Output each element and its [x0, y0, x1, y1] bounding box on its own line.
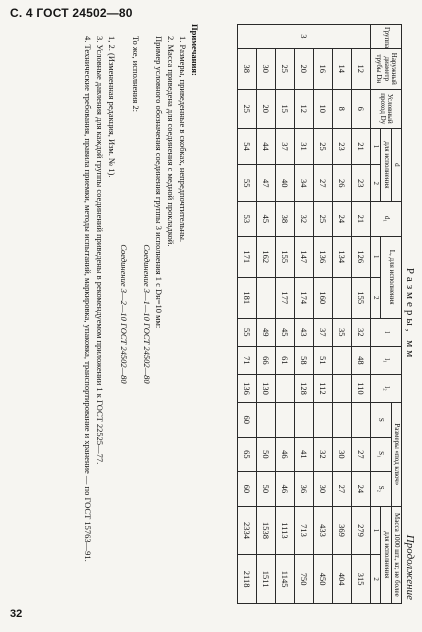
table-cell: 32 — [313, 437, 332, 472]
table-cell — [332, 277, 351, 318]
table-cell: 12 — [294, 89, 313, 128]
col-nominal-bore: Условный проход Dу — [370, 89, 401, 128]
paragraph-3: 3. Условные давления для каждой группы соединений приведены в рекомендуемом приложении 1 к ГОСТ 22525—77. — [94, 36, 105, 465]
table-cell: 162 — [256, 236, 275, 277]
col-outer-diameter: Наружный диаметр трубы Dн — [370, 48, 401, 89]
col-mass-exec-1: 1 — [370, 506, 380, 555]
table-cell: 26 — [332, 165, 351, 202]
col-mass-exec-2: 2 — [370, 555, 380, 604]
table-cell: 15 — [275, 89, 294, 128]
notes-block — [81, 24, 200, 604]
table-cell: 1538 — [256, 506, 275, 555]
table-cell: 43 — [294, 318, 313, 346]
table-row — [256, 25, 275, 604]
table-cell: 54 — [237, 128, 256, 165]
table-cell: 32 — [351, 318, 370, 346]
table-cell: 40 — [275, 165, 294, 202]
table-cell: 136 — [313, 236, 332, 277]
col-l: l — [370, 318, 401, 346]
table-cell: 134 — [332, 236, 351, 277]
notes-heading: Примечания: — [190, 24, 200, 76]
table-cell: 58 — [294, 346, 313, 374]
table-cell: 177 — [275, 277, 294, 318]
page-header: С. 4 ГОСТ 24502—80 — [10, 6, 133, 20]
col-S: S — [370, 403, 391, 438]
table-cell: 46 — [275, 472, 294, 507]
table-cell: 1113 — [275, 506, 294, 555]
rotated-content — [28, 24, 418, 604]
table-cell: 1145 — [275, 555, 294, 604]
table-cell: 6 — [351, 89, 370, 128]
group-cell: 3 — [237, 25, 370, 49]
table-cell: 130 — [256, 374, 275, 402]
table-cell: 24 — [351, 472, 370, 507]
same-exec-2: То же, исполнения 2: — [130, 36, 141, 113]
page-number: 32 — [10, 608, 23, 620]
col-d1: d₁ — [370, 202, 401, 237]
table-cell: 36 — [294, 472, 313, 507]
col-d-exec-2: 2 — [370, 165, 380, 202]
table-cell: 2118 — [237, 555, 256, 604]
table-cell — [256, 277, 275, 318]
table-cell: 10 — [313, 89, 332, 128]
table-cell: 35 — [332, 318, 351, 346]
col-l2: l₂ — [370, 374, 401, 402]
table-cell: 20 — [256, 89, 275, 128]
table-cell: 126 — [351, 236, 370, 277]
designation-2: Соединение 3—2—10 ГОСТ 24502—80 — [118, 244, 129, 384]
table-cell: 160 — [313, 277, 332, 318]
table-cell: 315 — [351, 555, 370, 604]
table-cell: 450 — [313, 555, 332, 604]
table-cell: 27 — [351, 437, 370, 472]
table-row — [313, 25, 332, 604]
table-cell: 32 — [294, 202, 313, 237]
table-cell: 37 — [275, 128, 294, 165]
table-cell: 66 — [256, 346, 275, 374]
table-cell: 147 — [294, 236, 313, 277]
table-cell: 30 — [332, 437, 351, 472]
table-cell: 110 — [351, 374, 370, 402]
table-cell: 71 — [237, 346, 256, 374]
table-cell: 53 — [237, 202, 256, 237]
table-cell: 30 — [256, 48, 275, 89]
table-cell — [256, 403, 275, 438]
table-cell: 38 — [275, 202, 294, 237]
table-cell: 128 — [294, 374, 313, 402]
table-cell: 8 — [332, 89, 351, 128]
edit-note: 1, 2. (Измененная редакция, Изм. № 1). — [106, 36, 117, 178]
table-row — [332, 25, 351, 604]
table-cell: 31 — [294, 128, 313, 165]
table-cell: 44 — [256, 128, 275, 165]
paragraph-4: 4. Технические требования, правила приемки, методы испытаний, маркировка, упаковка, транспортирование и хранение — по ГОСТ 15763—91. — [82, 36, 93, 562]
table-cell — [313, 403, 332, 438]
table-cell — [332, 346, 351, 374]
col-mass-exec: для исполнения — [381, 506, 391, 603]
table-cell — [294, 403, 313, 438]
table-cell: 23 — [332, 128, 351, 165]
col-d: d — [391, 128, 401, 201]
table-cell: 155 — [275, 236, 294, 277]
table-cell: 23 — [351, 165, 370, 202]
table-cell: 60 — [237, 403, 256, 438]
table-row — [237, 25, 256, 604]
table-cell: 55 — [237, 165, 256, 202]
dimensions-table — [237, 24, 402, 604]
designation-1: Соединение 3—1—10 ГОСТ 24502—80 — [142, 244, 153, 384]
table-cell: 279 — [351, 506, 370, 555]
table-cell: 27 — [313, 165, 332, 202]
col-L-exec-1: 1 — [370, 236, 380, 277]
continuation-label: Продолжение — [404, 534, 416, 600]
col-wrench-sizes: Размеры «под ключ» — [391, 403, 401, 507]
note-2: 2. Масса приведена для соединения с медной прокладкой. — [166, 36, 177, 247]
table-cell: 65 — [237, 437, 256, 472]
table-cell: 41 — [294, 437, 313, 472]
table-cell: 12 — [351, 48, 370, 89]
table-cell: 25 — [313, 202, 332, 237]
table-cell: 25 — [313, 128, 332, 165]
col-mass: Масса 1000 шт., кг, не более — [391, 506, 401, 603]
table-cell: 37 — [313, 318, 332, 346]
table-cell: 404 — [332, 555, 351, 604]
table-body — [237, 25, 370, 604]
table-cell: 16 — [313, 48, 332, 89]
table-cell: 50 — [256, 437, 275, 472]
table-cell: 155 — [351, 277, 370, 318]
table-cell: 171 — [237, 236, 256, 277]
table-cell: 45 — [275, 318, 294, 346]
table-row — [351, 25, 370, 604]
table-cell: 45 — [256, 202, 275, 237]
table-cell: 46 — [275, 437, 294, 472]
table-cell: 112 — [313, 374, 332, 402]
table-cell — [275, 403, 294, 438]
table-cell: 47 — [256, 165, 275, 202]
table-cell: 750 — [294, 555, 313, 604]
table-cell — [332, 403, 351, 438]
table-cell: 48 — [351, 346, 370, 374]
table-row — [275, 25, 294, 604]
col-S2: S₂ — [370, 472, 391, 507]
table-cell: 50 — [256, 472, 275, 507]
table-cell: 433 — [313, 506, 332, 555]
table-cell: 713 — [294, 506, 313, 555]
table-cell: 51 — [313, 346, 332, 374]
table-cell: 174 — [294, 277, 313, 318]
table-cell: 369 — [332, 506, 351, 555]
col-L: L, для исполнения — [381, 236, 402, 318]
table-cell: 38 — [237, 48, 256, 89]
col-d-exec: для исполнения — [381, 128, 391, 201]
table-cell: 61 — [275, 346, 294, 374]
table-cell: 181 — [237, 277, 256, 318]
col-d-exec-1: 1 — [370, 128, 380, 165]
table-cell: 24 — [332, 202, 351, 237]
col-L-exec-2: 2 — [370, 277, 380, 318]
table-cell: 55 — [237, 318, 256, 346]
table-cell: 25 — [237, 89, 256, 128]
table-title: Размеры, мм — [404, 267, 416, 361]
table-cell: 2334 — [237, 506, 256, 555]
table-cell: 1511 — [256, 555, 275, 604]
table-cell: 14 — [332, 48, 351, 89]
col-l1: l₁ — [370, 346, 401, 374]
col-group: Группа — [370, 25, 401, 49]
designation-example: Пример условного обозначения соединения группы 3 исполнения 1 с Dн=10 мм: — [154, 36, 165, 329]
table-cell: 49 — [256, 318, 275, 346]
table-cell: 27 — [332, 472, 351, 507]
table-cell: 136 — [237, 374, 256, 402]
table-cell: 21 — [351, 128, 370, 165]
table-cell: 34 — [294, 165, 313, 202]
table-cell — [275, 374, 294, 402]
table-cell: 21 — [351, 202, 370, 237]
table-cell: 30 — [313, 472, 332, 507]
note-1: 1. Размеры, приведенные в скобках, непредпочтительны. — [178, 36, 189, 243]
col-S1: S₁ — [370, 437, 391, 472]
table-cell: 20 — [294, 48, 313, 89]
table-cell: 60 — [237, 472, 256, 507]
table-cell: 25 — [275, 48, 294, 89]
table-cell — [351, 403, 370, 438]
table-cell — [332, 374, 351, 402]
table-row — [294, 25, 313, 604]
